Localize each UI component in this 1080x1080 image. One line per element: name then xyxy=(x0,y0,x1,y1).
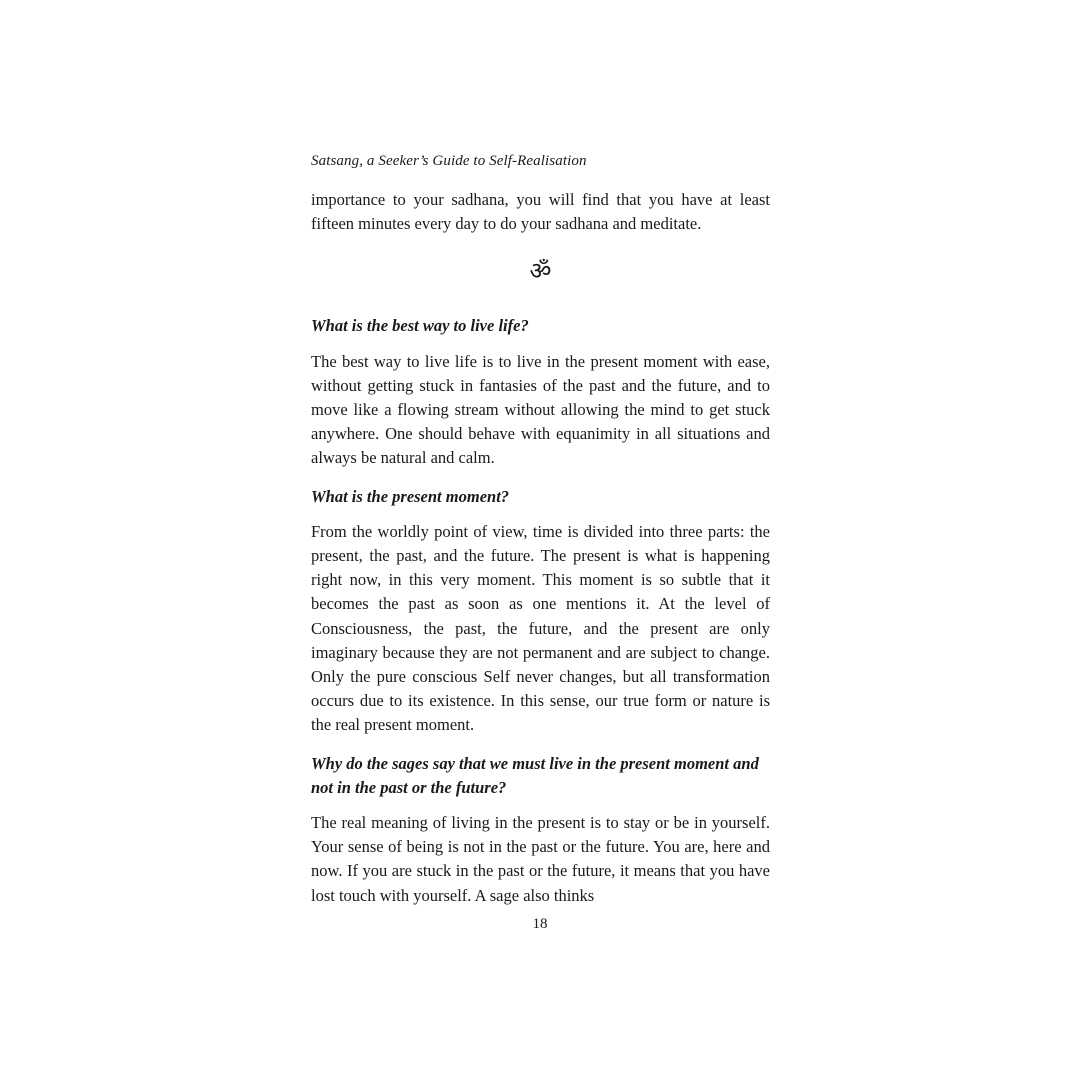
answer-2: From the worldly point of view, time is divided into three parts: the present, the past, and the future. The present is what is happening right now, in this very moment. This moment is so subtle that it becomes the past as soon as one mentions it. At the level of Consciousness, the past, the future, and the present are only imaginary because they are not permanent and are subject to change. Only the pure conscious Self never changes, but all transformation occurs due to its existence. In this sense, our true form or nature is the real present moment. xyxy=(311,521,770,735)
question-3: Why do the sages say that we must live in the present moment and not in the past or the future? xyxy=(311,753,759,797)
question-1: What is the best way to live life? xyxy=(311,316,529,336)
intro-paragraph: importance to your sadhana, you will find that you have at least fifteen minutes every day to do your sadhana and meditate. xyxy=(311,190,770,234)
answer-3: The real meaning of living in the present is to stay or be in yourself. Your sense of being is not in the past or the future. You are, here and now. If you are stuck in the past or the future, it means that you have lost touch with yourself. A sage also thinks xyxy=(311,813,770,905)
running-header: Satsang, a Seeker’s Guide to Self-Realisation xyxy=(311,153,587,169)
question-2: What is the present moment? xyxy=(311,486,510,506)
om-symbol-separator: ॐ xyxy=(529,257,552,286)
book-page xyxy=(311,150,770,922)
page-number: 18 xyxy=(532,916,548,932)
answer-1: The best way to live life is to live in the present moment with ease, without getting stuck in fantasies of the past and the future, and to move like a flowing stream without allowing the mind to get stuck anywhere. One should behave with equanimity in all situations and always be natural and calm. xyxy=(311,351,770,468)
